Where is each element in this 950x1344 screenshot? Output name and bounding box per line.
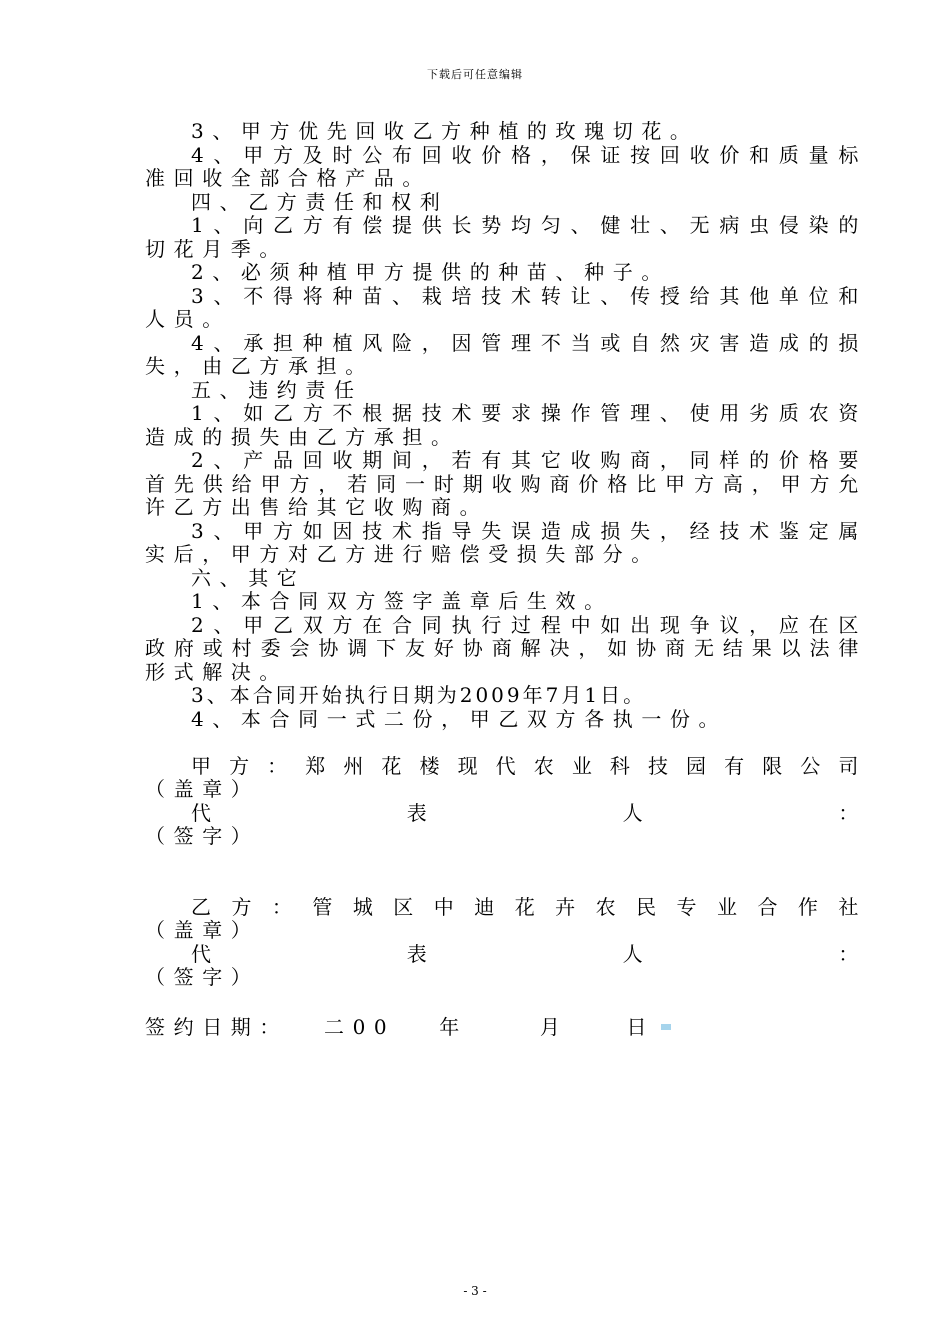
party-b-representative — [145, 943, 867, 967]
party-b-name: 乙方：管城区中迪花卉农民专业合作社 — [191, 894, 867, 919]
date-year-prefix: 二00 — [324, 1014, 396, 1039]
rep-char: ： — [838, 941, 867, 966]
paragraph: 2、产品回收期间，若有其它收购商，同样的价格要首先供给甲方，若同一时期收购商价格比甲方高，甲方允许乙方出售给其它收购商。 — [145, 448, 867, 519]
party-a-sign: （签字） — [145, 824, 260, 848]
paragraph: 2、必须种植甲方提供的种苗、种子。 — [191, 260, 670, 284]
page-number: - 3 - — [463, 1284, 487, 1298]
rep-char: 人 — [622, 800, 652, 825]
rep-char: 表 — [406, 800, 436, 825]
rep-char: 表 — [406, 941, 436, 966]
date-label: 签约日期： — [145, 1014, 288, 1039]
section-heading: 六、其它 — [191, 565, 306, 590]
date-year: 年 — [439, 1014, 468, 1039]
date-day: 日 — [626, 1014, 656, 1039]
contract-body — [145, 120, 867, 1039]
paragraph: 2、甲乙双方在合同执行过程中如出现争议，应在区政府或村委会协调下友好协商解决，如协商无结果以法律形式解决。 — [145, 612, 867, 684]
paragraph: 4、本合同一式二份，甲乙双方各执一份。 — [191, 706, 728, 731]
signing-date — [145, 1016, 867, 1040]
party-a-name: 甲方：郑州花楼现代农业科技园有限公司 — [191, 753, 867, 778]
paragraph: 3、甲方如因技术指导失误造成损失，经技术鉴定属实后，甲方对乙方进行赔偿受损失部分。 — [145, 518, 867, 566]
section-heading: 四、乙方责任和权利 — [191, 189, 449, 214]
party-a-representative — [145, 802, 867, 826]
page-header: 下载后可任意编辑 — [427, 68, 523, 81]
rep-char: 代 — [191, 941, 220, 966]
paragraph: 4、承担种植风险，因管理不当或自然灾害造成的损失，由乙方承担。 — [145, 330, 867, 378]
section-heading: 五、违约责任 — [191, 377, 363, 402]
party-a-seal: （盖章） — [145, 777, 260, 801]
rep-char: ： — [838, 800, 867, 825]
party-b-sign: （签字） — [145, 965, 260, 989]
paragraph: 3、本合同开始执行日期为2009年7月1日。 — [191, 683, 647, 707]
paragraph: 4、甲方及时公布回收价格，保证按回收价和质量标准回收全部合格产品。 — [145, 142, 867, 190]
paragraph: 3、甲方优先回收乙方种植的玫瑰切花。 — [191, 119, 699, 143]
paragraph: 1、本合同双方签字盖章后生效。 — [191, 589, 613, 613]
paragraph: 1、向乙方有偿提供长势均匀、健壮、无病虫侵染的切花月季。 — [145, 213, 867, 261]
party-b-seal: （盖章） — [145, 918, 260, 942]
paragraph: 3、不得将种苗、栽培技术转让、传授给其他单位和人员。 — [145, 283, 867, 331]
rep-char: 人 — [622, 941, 652, 966]
rep-char: 代 — [191, 800, 220, 825]
cursor-highlight — [661, 1024, 671, 1030]
paragraph: 1、如乙方不根据技术要求操作管理、使用劣质农资造成的损失由乙方承担。 — [145, 401, 867, 449]
date-month: 月 — [539, 1014, 569, 1039]
